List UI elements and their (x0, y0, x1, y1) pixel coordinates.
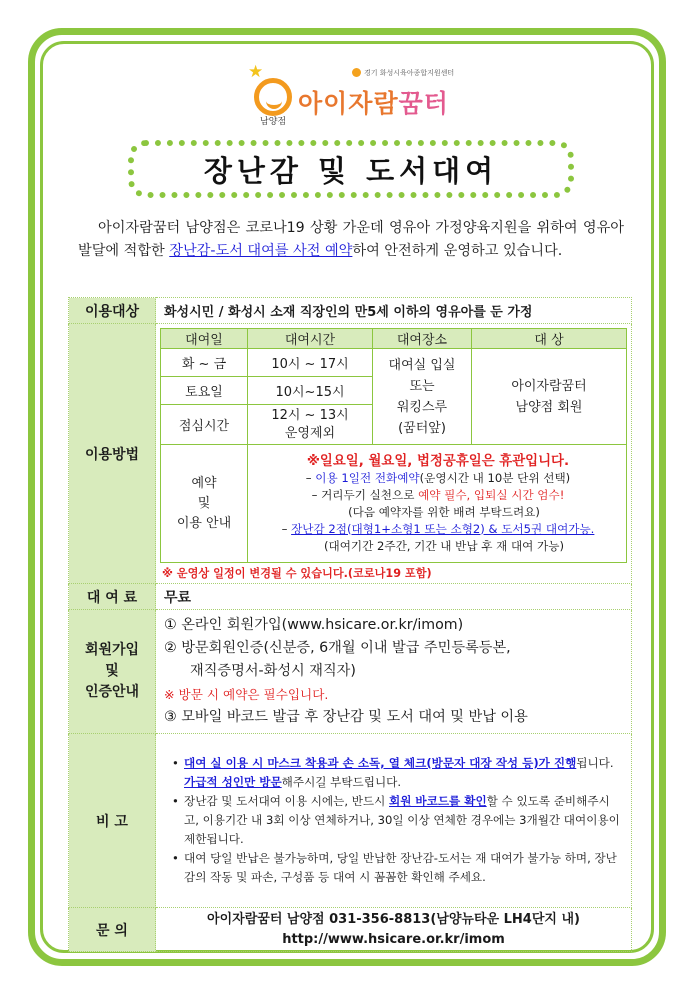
target-label: 이용대상 (69, 298, 156, 324)
day-cell: 화 ~ 금 (161, 349, 248, 377)
change-notice: ※ 운영상 일정이 변경될 수 있습니다.(코로나19 포함) (162, 567, 432, 580)
target-value: 화성시민 / 화성시 소재 직장인의 만5세 이하의 영유아를 둔 가정 (156, 298, 632, 324)
remarks-label: 비 고 (69, 734, 156, 908)
header-place: 대여장소 (373, 329, 472, 349)
notice-item: – 거리두기 실천으로 예약 필수, 입퇴실 시간 엄수! (311, 487, 565, 502)
signup-note: ※ 방문 시 예약은 필수입니다. (164, 687, 329, 702)
intro-paragraph: 아이자람꿈터 남양점은 코로나19 상황 가운데 영유아 가정양육지원을 위하여 영유아 발달에 적합한 장난감-도서 대여를 사전 예약하여 안전하게 운영하고 있습니다. (78, 220, 624, 259)
page-title: 장난감 및 도서대여 (203, 153, 499, 188)
remark-item: • 대여 실 이용 시 마스크 착용과 손 소독, 열 체크(방문자 대장 작성 등)가 진행됩니다. 가급적 성인만 방문해주시길 부탁드립니다. (172, 754, 621, 792)
notice-item: – 장난감 2점(대형1+소형1 또는 소형2) & 도서5권 대여가능. (281, 521, 595, 536)
time-cell: 12시 ~ 13시 운영제외 (248, 405, 373, 445)
member-cell: 아이자람꿈터 남양점 회원 (472, 349, 627, 445)
place-cell: 대여실 입실 또는 워킹스루 (꿈터앞) (373, 349, 472, 445)
info-table (68, 297, 632, 952)
signup-step: ② 방문회원인증(신분증, 6개월 이내 발급 주민등록등본, (164, 640, 511, 656)
day-cell: 토요일 (161, 377, 248, 405)
fee-value: 무료 (156, 584, 632, 610)
notice-item: – 이용 1일전 전화예약(운영시간 내 10분 단위 선택) (305, 470, 571, 485)
signup-label: 회원가입 및 인증안내 (69, 610, 156, 734)
notice-list (248, 445, 627, 563)
inquiry-phone: 아이자람꿈터 남양점 031-356-8813(남양뉴타운 LH4단지 내) (207, 911, 580, 927)
notice-sub: (대여기간 2주간, 기간 내 반납 후 재 대여 가능) (324, 538, 564, 553)
usage-cell (156, 324, 632, 584)
reserve-label: 예약 및 이용 안내 (161, 445, 248, 563)
inquiry-info (156, 908, 632, 952)
signup-step: ① 온라인 회원가입(www.hsicare.or.kr/imom) (164, 617, 464, 633)
header-target: 대 상 (472, 329, 627, 349)
signup-step: ③ 모바일 바코드 발급 후 장난감 및 도서 대여 및 반납 이용 (164, 709, 528, 725)
day-cell: 점심시간 (161, 405, 248, 445)
notice-sub: (다음 예약자를 위한 배려 부탁드려요) (348, 504, 540, 519)
smiley-face-icon (254, 78, 292, 116)
title-box (128, 140, 574, 198)
time-cell: 10시~15시 (248, 377, 373, 405)
intro-highlight: 장난감-도서 대여를 사전 예약 (169, 243, 353, 259)
closed-notice: ※일요일, 월요일, 법정공휴일은 휴관입니다. (306, 453, 570, 469)
remark-item: • 대여 당일 반납은 불가능하며, 당일 반납한 장난감-도서는 재 대여가 불가능 하며, 장난감의 작동 및 파손, 구성품 등 대여 시 꼼꼼한 확인해 주세요. (172, 849, 621, 887)
logo-name: 아이자람꿈터 (298, 89, 449, 118)
header-day: 대여일 (161, 329, 248, 349)
logo-branch: 남양점 (260, 117, 287, 127)
time-cell: 10시 ~ 17시 (248, 349, 373, 377)
usage-label: 이용방법 (69, 324, 156, 584)
inquiry-label: 문 의 (69, 908, 156, 952)
inquiry-url: http://www.hsicare.or.kr/imom (282, 931, 505, 947)
logo (248, 64, 468, 126)
remarks-list (156, 734, 632, 908)
star-icon: ★ (248, 62, 264, 82)
header-time: 대여시간 (248, 329, 373, 349)
signup-info (156, 610, 632, 734)
remark-item: • 장난감 및 도서대여 이용 시에는, 반드시 회원 바코드를 확인할 수 있도록 준비해주시고, 이용기간 내 3회 이상 연체하거나, 30일 이상 연체한 경우에는 3개월간 대여이용이 제한됩니다. (172, 792, 621, 849)
signup-step: 재직증명서-화성시 재직자) (190, 663, 356, 679)
logo-center-name: 경기 화성시육아종합지원센터 (364, 69, 455, 77)
schedule-table (160, 328, 627, 563)
fee-label: 대 여 료 (69, 584, 156, 610)
center-mark-icon (352, 68, 361, 77)
